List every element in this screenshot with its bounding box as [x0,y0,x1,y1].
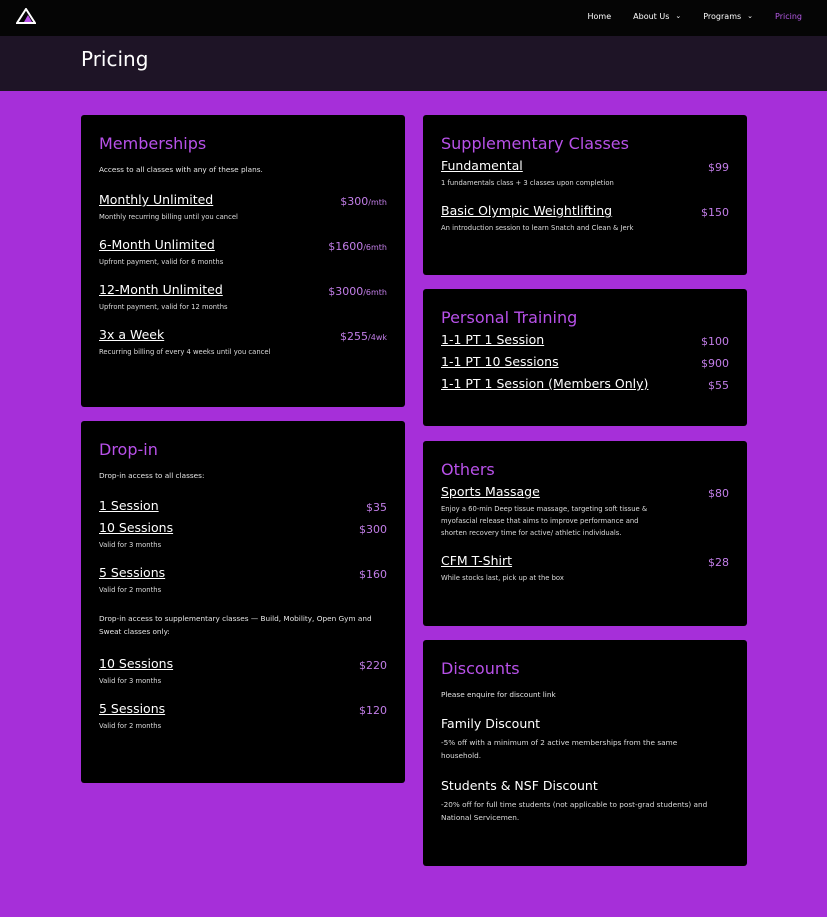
item-name-link[interactable]: 1-1 PT 10 Sessions [441,354,559,369]
price-unit: /6mth [363,243,387,252]
item-name-link[interactable]: Monthly Unlimited [99,192,214,207]
item-price: $99 [708,161,729,174]
item-price: $300 [359,523,387,536]
item-price: $80 [708,487,729,500]
item-name-link[interactable]: CFM T-Shirt [441,553,513,568]
item-desc: Upfront payment, valid for 12 months [99,303,228,311]
price-item [441,553,729,584]
discount-item [441,716,729,762]
item-desc: Enjoy a 60-min Deep tissue massage, targeting soft tissue & myofascial release that aims to improve performance and shorten recovery time for active/ athletic individuals. [441,505,648,537]
price-item [441,332,729,347]
item-desc: Valid for 2 months [99,586,162,594]
item-desc: 1 fundamentals class + 3 classes upon completion [441,179,614,187]
item-name-link[interactable]: 10 Sessions [99,656,174,671]
item-price: $100 [701,335,729,348]
item-name-link[interactable]: 1 Session [99,498,159,513]
card-intro: Drop-in access to all classes: [99,471,205,480]
item-price [328,240,387,253]
item-name-link[interactable]: 6-Month Unlimited [99,237,215,252]
item-price: $35 [366,501,387,514]
card-title: Drop-in [99,440,158,459]
price-value: $300 [340,195,369,208]
discount-name: Family Discount [441,716,541,731]
price-item [99,282,387,313]
nav-label: About Us [633,11,670,21]
item-desc: An introduction session to learn Snatch and Clean & Jerk [441,224,634,232]
supplementary-card [423,115,747,275]
logo-icon[interactable] [16,8,36,24]
item-price: $220 [359,659,387,672]
price-item [441,376,729,391]
price-item [99,498,387,513]
card-intro: Access to all classes with any of these plans. [99,165,263,174]
price-item [441,354,729,369]
item-desc: Valid for 3 months [99,677,162,685]
discount-name: Students & NSF Discount [441,778,598,793]
item-name-link[interactable]: 5 Sessions [99,701,166,716]
nav-label: Home [587,11,612,21]
nav-pricing[interactable] [775,12,802,21]
others-card [423,441,747,626]
item-name-link[interactable]: Sports Massage [441,484,540,499]
nav-label: Pricing [775,11,802,21]
card-title: Memberships [99,134,207,153]
discounts-card [423,640,747,866]
item-name-link[interactable]: 12-Month Unlimited [99,282,223,297]
item-name-link[interactable]: Fundamental [441,158,523,173]
card-intro-secondary: Drop-in access to supplementary classes — Build, Mobility, Open Gym and Sweat classes only: [99,614,372,636]
page-header [0,36,827,91]
card-intro: Please enquire for discount link [441,690,556,699]
item-name-link[interactable]: 1-1 PT 1 Session [441,332,545,347]
item-price [340,330,387,343]
page-title: Pricing [81,47,149,71]
price-item [99,237,387,268]
nav-links [566,0,802,32]
price-item [99,192,387,223]
chevron-down-icon: ⌄ [675,12,682,20]
price-value: $1600 [328,240,364,253]
item-price [328,285,387,298]
item-price [340,195,387,208]
nav-label: Programs [703,11,742,21]
price-item [99,520,387,551]
price-unit: /mth [368,198,387,207]
item-price: $28 [708,556,729,569]
discount-desc: -20% off for full time students (not applicable to post-grad students) and National Servicemen. [441,800,708,822]
price-value: $255 [340,330,369,343]
item-name-link[interactable]: 1-1 PT 1 Session (Members Only) [441,376,649,391]
nav-about-us[interactable] [633,12,681,21]
card-title: Discounts [441,659,520,678]
price-item [441,484,729,539]
price-unit: /4wk [368,333,387,342]
memberships-card [81,115,405,407]
price-item [441,158,729,189]
item-desc: Valid for 3 months [99,541,162,549]
card-title: Others [441,460,495,479]
dropin-card [81,421,405,783]
item-name-link[interactable]: 3x a Week [99,327,165,342]
card-title: Supplementary Classes [441,134,629,153]
item-name-link[interactable]: Basic Olympic Weightlifting [441,203,613,218]
item-price: $900 [701,357,729,370]
item-desc: Valid for 2 months [99,722,162,730]
item-price: $120 [359,704,387,717]
price-item [99,565,387,596]
top-nav [0,0,827,36]
item-price: $160 [359,568,387,581]
price-item [441,203,729,234]
price-item [99,656,387,687]
item-desc: While stocks last, pick up at the box [441,574,564,582]
price-item [99,327,387,358]
discount-item [441,778,729,824]
price-item [99,701,387,732]
discount-desc: -5% off with a minimum of 2 active memberships from the same household. [441,738,678,760]
item-price: $55 [708,379,729,392]
chevron-down-icon: ⌄ [747,12,754,20]
nav-home[interactable] [588,12,612,21]
price-unit: /6mth [363,288,387,297]
item-price: $150 [701,206,729,219]
personal-training-card [423,289,747,426]
item-desc: Upfront payment, valid for 6 months [99,258,224,266]
item-desc: Recurring billing of every 4 weeks until you cancel [99,348,271,356]
item-name-link[interactable]: 10 Sessions [99,520,174,535]
nav-programs[interactable] [703,12,753,21]
item-name-link[interactable]: 5 Sessions [99,565,166,580]
item-desc: Monthly recurring billing until you cancel [99,213,238,221]
card-title: Personal Training [441,308,578,327]
price-value: $3000 [328,285,364,298]
